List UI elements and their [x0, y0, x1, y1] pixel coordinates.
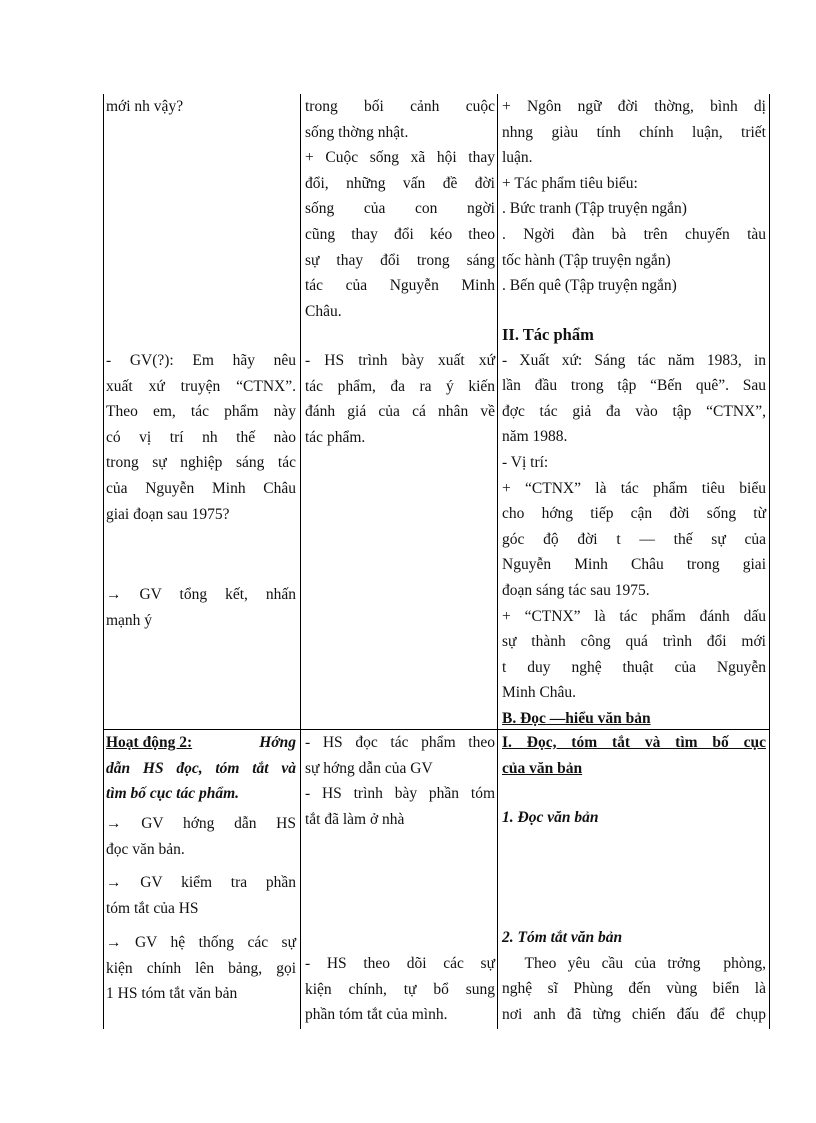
- text-line: kiện chính lên bảng, gọi: [106, 959, 296, 977]
- text-line: trong sự nghiệp sáng tác: [106, 454, 296, 472]
- text-line: - Xuất xứ: Sáng tác năm 1983, in: [502, 351, 766, 369]
- col3-section-i: [502, 730, 766, 781]
- text-line: + “CTNX” là tác phẩm tiêu biểu: [502, 479, 766, 497]
- text-line: Theo em, tác phẩm này: [106, 403, 296, 421]
- text-line: tắt đã làm ở nhà: [305, 810, 405, 828]
- activity-title-line: dẫn HS đọc, tóm tắt và: [106, 759, 296, 777]
- text-line: sự thành công quá trình đổi mới: [502, 633, 766, 651]
- text-line: đọc văn bản.: [106, 840, 185, 858]
- col1-block2: [106, 348, 296, 527]
- text-line: → GV hớng dẫn HS: [106, 815, 296, 832]
- section-heading: I. Đọc, tóm tắt và tìm bố cục: [502, 734, 766, 751]
- text-line: - HS theo dõi các sự: [305, 955, 495, 972]
- text-line: trong bối cảnh cuộc: [305, 98, 495, 115]
- text-line: → GV kiểm tra phần: [106, 874, 296, 891]
- text-line: . Bức tranh (Tập truyện ngắn): [502, 200, 687, 218]
- text-line: đổi, những vấn đề đời: [305, 174, 495, 192]
- col2-block2: [305, 348, 495, 450]
- text-line: - HS trình bày phần tóm: [305, 785, 495, 803]
- text-line: có vị trí nh thế nào: [106, 428, 296, 446]
- text-line: lần đầu trong tập “Bến quê”. Sau: [502, 377, 766, 395]
- text-line: sống của con ngời: [305, 200, 495, 218]
- text-line: luận.: [502, 149, 533, 167]
- text-line: cũng thay đổi kéo theo: [305, 225, 495, 243]
- text-line: sự hớng dẫn của GV: [305, 759, 433, 777]
- text-line: 1 HS tóm tắt văn bản: [106, 985, 238, 1003]
- text-line: Châu.: [305, 302, 342, 320]
- text-line: → GV hệ thống các sự: [106, 934, 296, 951]
- table-left-border: [103, 94, 104, 1029]
- text-line: giai đoạn sau 1975?: [106, 505, 230, 523]
- part-heading: B. Đọc —hiểu văn bản: [502, 709, 651, 727]
- section-heading: II. Tác phẩm: [502, 325, 594, 344]
- text-line: đánh giá của cá nhân về: [305, 403, 495, 421]
- text-line: tác của Nguyễn Minh: [305, 277, 495, 295]
- text-line: mới nh vậy?: [106, 98, 184, 115]
- text-line: Minh Châu.: [502, 684, 577, 702]
- text-line: cho hớng tiếp cận đời sống từ: [502, 505, 766, 523]
- column-divider-2: [497, 94, 498, 1029]
- text-line: Nguyễn Minh Châu trong giai: [502, 556, 766, 574]
- col3-sub1: [502, 805, 766, 831]
- col2-block1: [305, 94, 495, 324]
- text-line: → GV tổng kết, nhấn: [106, 586, 296, 603]
- col1-block3: [106, 582, 296, 633]
- text-line: của Nguyễn Minh Châu: [106, 479, 296, 497]
- activity-title: Hớng: [259, 734, 296, 751]
- text-line: góc độ đời t — thế sự của: [502, 530, 766, 548]
- text-line: Theo yêu cầu của trởng phòng,: [502, 954, 766, 972]
- text-line: xuất xứ truyện “CTNX”.: [106, 377, 296, 395]
- activity-title-line: tìm bố cục tác phẩm.: [106, 785, 240, 803]
- text-line: - HS đọc tác phẩm theo: [305, 734, 495, 751]
- text-line: phần tóm tắt của mình.: [305, 1006, 448, 1024]
- text-line: đoạn sáng tác sau 1975.: [502, 581, 650, 599]
- text-line: kiện chính, tự bổ sung: [305, 980, 495, 998]
- text-line: tốc hành (Tập truyện ngắn): [502, 251, 671, 269]
- col2-block4: [305, 951, 495, 1028]
- text-line: năm 1988.: [502, 428, 568, 446]
- text-line: - Vị trí:: [502, 453, 549, 471]
- col1-block5: [106, 870, 296, 921]
- col2-block3: [305, 730, 495, 832]
- text-line: + “CTNX” là tác phẩm đánh dấu: [502, 607, 766, 625]
- text-line: tác phẩm.: [305, 428, 366, 446]
- text-line: nghệ sĩ Phùng đến vùng biển là: [502, 980, 766, 998]
- col3-section2: [502, 322, 766, 732]
- text-line: sự thay đổi trong sáng: [305, 251, 495, 269]
- col1-block6: [106, 930, 296, 1007]
- col1-activity2: [106, 730, 296, 807]
- subsection-heading: 2. Tóm tắt văn bản: [502, 929, 623, 946]
- text-line: - GV(?): Em hãy nêu: [106, 352, 296, 369]
- text-line: + Tác phẩm tiêu biểu:: [502, 174, 638, 192]
- text-line: nơi anh đã từng chiến đấu để chụp: [502, 1005, 766, 1023]
- table-right-border: [769, 94, 770, 1029]
- text-line: tóm tắt của HS: [106, 899, 199, 917]
- text-line: đợc tác giả đa vào tập “CTNX”,: [502, 402, 766, 420]
- text-line: sống thờng nhật.: [305, 123, 409, 141]
- text-line: nhng giàu tính chính luận, triết: [502, 123, 766, 141]
- text-line: . Bến quê (Tập truyện ngắn): [502, 277, 677, 295]
- activity-heading-line: [106, 730, 296, 756]
- text-line: t duy nghệ thuật của Nguyễn: [502, 658, 766, 676]
- text-line: mạnh ý: [106, 611, 153, 629]
- activity-label: Hoạt động 2:: [106, 734, 193, 751]
- text-line: - HS trình bày xuất xứ: [305, 352, 495, 369]
- col1-block4: [106, 811, 296, 862]
- section-heading: của văn bản: [502, 759, 583, 777]
- text-line: + Ngôn ngữ đời thờng, bình dị: [502, 98, 766, 115]
- text-line: . Ngời đàn bà trên chuyến tàu: [502, 225, 766, 243]
- subsection-heading: 1. Đọc văn bản: [502, 809, 599, 826]
- text-line: + Cuộc sống xã hội thay: [305, 149, 495, 167]
- text-line: tác phẩm, đa ra ý kiến: [305, 377, 495, 395]
- column-divider-1: [300, 94, 301, 1029]
- col3-block1: [502, 94, 766, 299]
- col1-block1: [106, 94, 296, 120]
- col3-sub2: [502, 925, 766, 1027]
